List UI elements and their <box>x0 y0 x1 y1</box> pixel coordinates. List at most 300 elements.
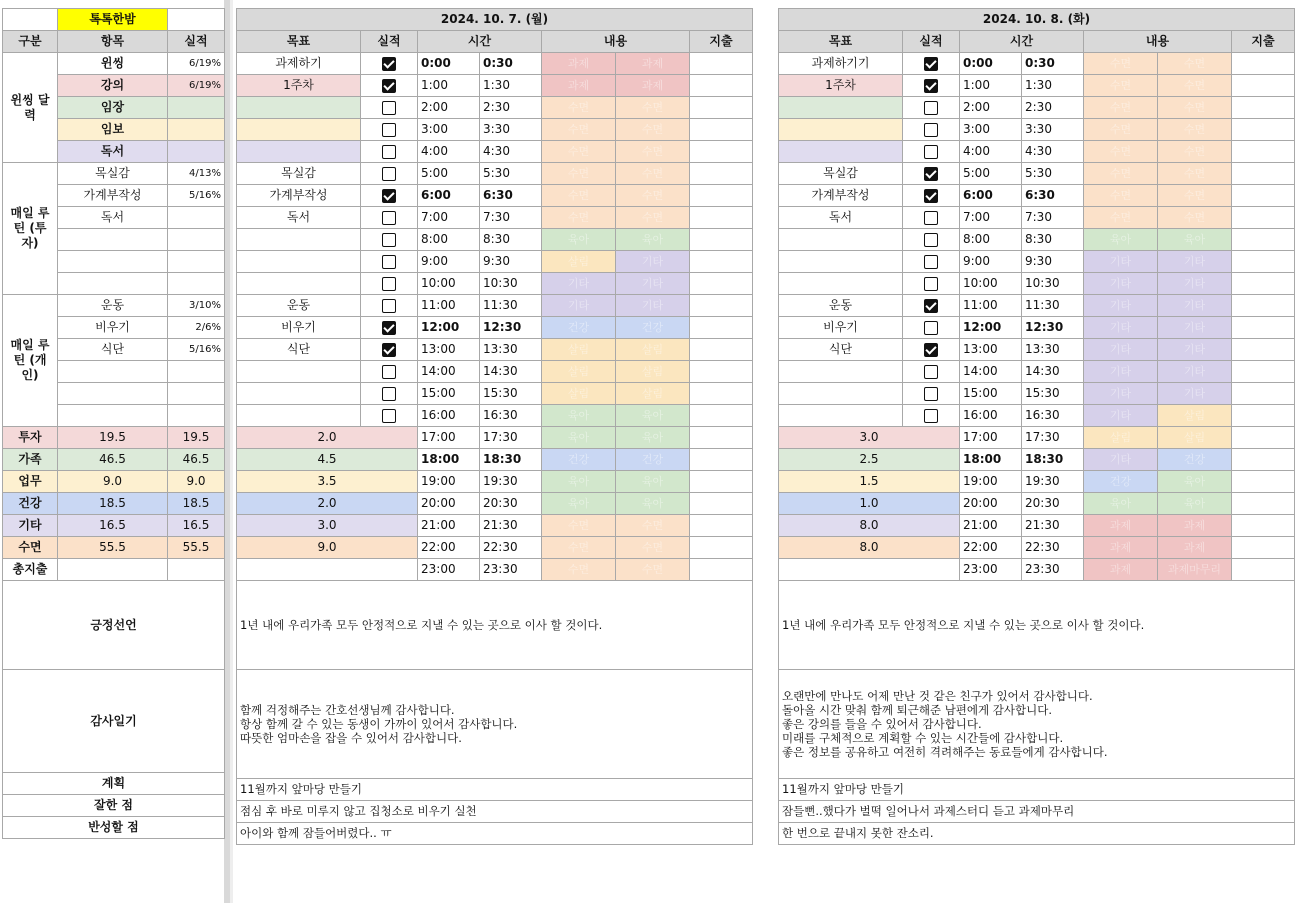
activity-cell[interactable]: 수면 <box>1084 163 1158 185</box>
activity-cell[interactable]: 수면 <box>616 141 690 163</box>
result-checkbox-cell[interactable] <box>361 185 418 207</box>
expense-cell[interactable] <box>1232 119 1295 141</box>
expense-cell[interactable] <box>690 251 753 273</box>
footer-row <box>3 817 225 839</box>
result-checkbox-cell[interactable] <box>903 405 960 427</box>
activity-cell[interactable]: 육아 <box>542 471 616 493</box>
activity-cell[interactable]: 수면 <box>1158 141 1232 163</box>
result-checkbox-cell[interactable] <box>361 163 418 185</box>
time-end: 21:30 <box>1022 515 1084 537</box>
result-checkbox-cell[interactable] <box>903 383 960 405</box>
unchecked-checkbox-icon[interactable] <box>382 101 396 115</box>
expense-cell[interactable] <box>690 339 753 361</box>
expense-cell[interactable] <box>1232 383 1295 405</box>
activity-cell[interactable]: 수면 <box>1158 97 1232 119</box>
time-end: 7:30 <box>1022 207 1084 229</box>
time-start: 19:00 <box>960 471 1022 493</box>
activity-cell[interactable]: 건강 <box>1084 471 1158 493</box>
checked-checkbox-icon[interactable] <box>382 321 396 335</box>
time-start: 13:00 <box>418 339 480 361</box>
expense-cell[interactable] <box>1232 537 1295 559</box>
activity-cell[interactable]: 기타 <box>1158 317 1232 339</box>
activity-cell[interactable]: 살림 <box>542 383 616 405</box>
expense-cell[interactable] <box>1232 405 1295 427</box>
result-checkbox-cell[interactable] <box>361 251 418 273</box>
date-row <box>779 9 1295 31</box>
activity-cell[interactable]: 기타 <box>616 295 690 317</box>
category-total: 2.0 <box>237 427 418 449</box>
activity-cell[interactable]: 건강 <box>1158 449 1232 471</box>
header-row <box>779 31 1295 53</box>
activity-cell[interactable]: 수면 <box>616 163 690 185</box>
activity-cell[interactable]: 육아 <box>542 427 616 449</box>
activity-cell[interactable]: 과제마무리 <box>1158 559 1232 581</box>
activity-cell[interactable]: 과제 <box>542 75 616 97</box>
expense-cell[interactable] <box>690 449 753 471</box>
activity-cell[interactable]: 과제 <box>616 75 690 97</box>
expense-cell[interactable] <box>1232 427 1295 449</box>
expense-cell[interactable] <box>690 383 753 405</box>
activity-cell[interactable]: 수면 <box>1084 207 1158 229</box>
time-row <box>237 251 753 273</box>
activity-cell[interactable]: 육아 <box>1084 493 1158 515</box>
gratitude-text[interactable]: 오랜만에 만나도 어제 만난 것 같은 친구가 있어서 감사합니다. 돌아올 시간 맞춰 함께 퇴근해준 남편에게 감사합니다. 좋은 강의를 들을 수 있어서 감사합니다. 미래를 구체적으로 계획할 수 있는 시간들에 감사합니다. 좋은 정보를 공유하고 여전히 격려해주는 동료들에게 감사합니다. <box>779 670 1295 779</box>
expense-cell[interactable] <box>1232 251 1295 273</box>
activity-cell[interactable]: 수면 <box>1084 53 1158 75</box>
activity-cell[interactable]: 수면 <box>616 97 690 119</box>
summary-value-b <box>168 559 225 581</box>
item-name <box>58 273 168 295</box>
time-start: 10:00 <box>960 273 1022 295</box>
expense-cell[interactable] <box>690 207 753 229</box>
unchecked-checkbox-icon[interactable] <box>382 255 396 269</box>
category-total: 1.0 <box>779 493 960 515</box>
title-row <box>3 9 225 31</box>
footer-row <box>779 581 1295 670</box>
expense-cell[interactable] <box>690 559 753 581</box>
activity-cell[interactable]: 수면 <box>616 207 690 229</box>
time-row <box>779 119 1295 141</box>
time-start: 13:00 <box>960 339 1022 361</box>
activity-cell[interactable]: 기타 <box>616 273 690 295</box>
activity-cell[interactable]: 살림 <box>542 361 616 383</box>
time-end: 11:30 <box>1022 295 1084 317</box>
activity-cell[interactable]: 육아 <box>616 493 690 515</box>
time-end: 10:30 <box>1022 273 1084 295</box>
result-checkbox-cell[interactable] <box>903 339 960 361</box>
result-checkbox-cell[interactable] <box>361 141 418 163</box>
result-checkbox-cell[interactable] <box>361 317 418 339</box>
footer-row <box>779 823 1295 845</box>
activity-cell[interactable]: 수면 <box>616 119 690 141</box>
activity-cell[interactable]: 살림 <box>616 339 690 361</box>
expense-cell[interactable] <box>1232 53 1295 75</box>
category-total: 3.0 <box>237 515 418 537</box>
activity-cell[interactable]: 기타 <box>1084 317 1158 339</box>
result-checkbox-cell[interactable] <box>903 97 960 119</box>
summary-value-b: 9.0 <box>168 471 225 493</box>
time-row <box>779 229 1295 251</box>
goal-cell: 1주차 <box>779 75 903 97</box>
activity-cell[interactable]: 수면 <box>542 97 616 119</box>
good-points-text[interactable]: 점심 후 바로 미루지 않고 집청소로 비우기 실천 <box>237 801 753 823</box>
activity-cell[interactable]: 육아 <box>542 493 616 515</box>
time-end: 6:30 <box>480 185 542 207</box>
activity-cell[interactable]: 수면 <box>1158 163 1232 185</box>
time-end: 16:30 <box>1022 405 1084 427</box>
result-checkbox-cell[interactable] <box>361 405 418 427</box>
result-checkbox-cell[interactable] <box>361 361 418 383</box>
activity-cell[interactable]: 과제 <box>1084 515 1158 537</box>
time-start: 11:00 <box>418 295 480 317</box>
result-checkbox-cell[interactable] <box>361 97 418 119</box>
result-checkbox-cell[interactable] <box>903 119 960 141</box>
expense-cell[interactable] <box>1232 207 1295 229</box>
expense-cell[interactable] <box>690 119 753 141</box>
time-end: 1:30 <box>480 75 542 97</box>
unchecked-checkbox-icon[interactable] <box>924 409 938 423</box>
unchecked-checkbox-icon[interactable] <box>382 387 396 401</box>
time-end: 22:30 <box>1022 537 1084 559</box>
time-start: 19:00 <box>418 471 480 493</box>
activity-cell[interactable]: 살림 <box>1158 405 1232 427</box>
activity-cell[interactable]: 수면 <box>1084 119 1158 141</box>
unchecked-checkbox-icon[interactable] <box>382 211 396 225</box>
expense-cell[interactable] <box>1232 317 1295 339</box>
unchecked-checkbox-icon[interactable] <box>924 101 938 115</box>
expense-cell[interactable] <box>1232 339 1295 361</box>
activity-cell[interactable]: 기타 <box>1084 383 1158 405</box>
activity-cell[interactable]: 수면 <box>616 559 690 581</box>
time-start: 2:00 <box>418 97 480 119</box>
expense-cell[interactable] <box>690 141 753 163</box>
activity-cell[interactable]: 살림 <box>616 361 690 383</box>
result-checkbox-cell[interactable] <box>903 251 960 273</box>
unchecked-checkbox-icon[interactable] <box>924 255 938 269</box>
activity-cell[interactable]: 육아 <box>1084 229 1158 251</box>
column-header: 구분 <box>3 31 58 53</box>
unchecked-checkbox-icon[interactable] <box>924 365 938 379</box>
result-checkbox-cell[interactable] <box>903 163 960 185</box>
result-checkbox-cell[interactable] <box>903 317 960 339</box>
result-checkbox-cell[interactable] <box>361 229 418 251</box>
unchecked-checkbox-icon[interactable] <box>924 277 938 291</box>
result-checkbox-cell[interactable] <box>903 207 960 229</box>
unchecked-checkbox-icon[interactable] <box>382 145 396 159</box>
time-start: 8:00 <box>418 229 480 251</box>
unchecked-checkbox-icon[interactable] <box>924 233 938 247</box>
item-value <box>168 119 225 141</box>
activity-cell[interactable]: 수면 <box>1084 75 1158 97</box>
expense-cell[interactable] <box>1232 229 1295 251</box>
activity-cell[interactable]: 수면 <box>616 537 690 559</box>
result-checkbox-cell[interactable] <box>903 185 960 207</box>
activity-cell[interactable]: 과제 <box>616 53 690 75</box>
checked-checkbox-icon[interactable] <box>924 167 938 181</box>
result-checkbox-cell[interactable] <box>361 207 418 229</box>
activity-cell[interactable]: 기타 <box>542 295 616 317</box>
item-value <box>168 141 225 163</box>
unchecked-checkbox-icon[interactable] <box>382 277 396 291</box>
plan-text[interactable]: 11월까지 앞마당 만들기 <box>237 779 753 801</box>
time-row <box>237 53 753 75</box>
expense-cell[interactable] <box>690 295 753 317</box>
activity-cell[interactable]: 기타 <box>1084 339 1158 361</box>
expense-cell[interactable] <box>1232 515 1295 537</box>
expense-cell[interactable] <box>690 53 753 75</box>
activity-cell[interactable]: 건강 <box>542 317 616 339</box>
activity-cell[interactable]: 육아 <box>1158 229 1232 251</box>
expense-cell[interactable] <box>1232 471 1295 493</box>
expense-cell[interactable] <box>690 75 753 97</box>
time-end: 18:30 <box>1022 449 1084 471</box>
item-row <box>3 163 225 185</box>
expense-cell[interactable] <box>690 405 753 427</box>
activity-cell[interactable]: 수면 <box>1158 75 1232 97</box>
time-end: 4:30 <box>480 141 542 163</box>
activity-cell[interactable]: 건강 <box>542 449 616 471</box>
result-checkbox-cell[interactable] <box>903 361 960 383</box>
activity-cell[interactable]: 기타 <box>616 251 690 273</box>
activity-cell[interactable]: 기타 <box>1158 273 1232 295</box>
activity-cell[interactable]: 과제 <box>1084 537 1158 559</box>
activity-cell[interactable]: 기타 <box>1084 449 1158 471</box>
time-start: 22:00 <box>418 537 480 559</box>
expense-cell[interactable] <box>690 427 753 449</box>
activity-cell[interactable]: 수면 <box>1158 53 1232 75</box>
unchecked-checkbox-icon[interactable] <box>382 123 396 137</box>
expense-cell[interactable] <box>1232 185 1295 207</box>
checked-checkbox-icon[interactable] <box>382 343 396 357</box>
activity-cell[interactable]: 기타 <box>542 273 616 295</box>
activity-cell[interactable]: 과제 <box>1158 515 1232 537</box>
affirmation-text[interactable]: 1년 내에 우리가족 모두 안정적으로 지낼 수 있는 곳으로 이사 할 것이다. <box>779 581 1295 670</box>
day-table-mon <box>236 8 753 845</box>
item-name <box>58 405 168 427</box>
activity-cell[interactable]: 수면 <box>542 185 616 207</box>
category-total: 1.5 <box>779 471 960 493</box>
activity-cell[interactable]: 수면 <box>1158 185 1232 207</box>
activity-cell[interactable]: 기타 <box>1158 339 1232 361</box>
result-checkbox-cell[interactable] <box>903 53 960 75</box>
activity-cell[interactable]: 기타 <box>1158 251 1232 273</box>
activity-cell[interactable]: 육아 <box>616 471 690 493</box>
expense-cell[interactable] <box>1232 559 1295 581</box>
checked-checkbox-icon[interactable] <box>382 57 396 71</box>
result-checkbox-cell[interactable] <box>361 339 418 361</box>
expense-cell[interactable] <box>690 471 753 493</box>
expense-cell[interactable] <box>690 185 753 207</box>
goal-cell <box>779 229 903 251</box>
activity-cell[interactable]: 과제 <box>542 53 616 75</box>
activity-cell[interactable]: 수면 <box>542 515 616 537</box>
activity-cell[interactable]: 수면 <box>542 537 616 559</box>
activity-cell[interactable]: 살림 <box>1084 427 1158 449</box>
expense-cell[interactable] <box>1232 493 1295 515</box>
checked-checkbox-icon[interactable] <box>924 57 938 71</box>
activity-cell[interactable]: 기타 <box>1158 361 1232 383</box>
time-header: 시간 <box>960 31 1084 53</box>
time-start: 21:00 <box>418 515 480 537</box>
time-start: 15:00 <box>960 383 1022 405</box>
time-start: 2:00 <box>960 97 1022 119</box>
item-value <box>168 383 225 405</box>
activity-cell[interactable]: 수면 <box>542 559 616 581</box>
expense-cell[interactable] <box>1232 97 1295 119</box>
sheet-title: 톡톡한밤 <box>58 9 168 31</box>
unchecked-checkbox-icon[interactable] <box>924 321 938 335</box>
expense-cell[interactable] <box>690 229 753 251</box>
activity-cell[interactable]: 살림 <box>1158 427 1232 449</box>
activity-cell[interactable]: 기타 <box>1158 295 1232 317</box>
expense-cell[interactable] <box>690 361 753 383</box>
activity-cell[interactable]: 기타 <box>1158 383 1232 405</box>
unchecked-checkbox-icon[interactable] <box>924 145 938 159</box>
activity-cell[interactable]: 살림 <box>542 339 616 361</box>
activity-cell[interactable]: 수면 <box>1158 207 1232 229</box>
expense-cell[interactable] <box>690 273 753 295</box>
activity-cell[interactable]: 수면 <box>542 163 616 185</box>
item-value: 4/13% <box>168 163 225 185</box>
activity-cell[interactable]: 기타 <box>1084 361 1158 383</box>
activity-cell[interactable]: 수면 <box>542 119 616 141</box>
goal-cell: 운동 <box>779 295 903 317</box>
unchecked-checkbox-icon[interactable] <box>382 365 396 379</box>
activity-cell[interactable]: 육아 <box>616 229 690 251</box>
item-value <box>168 207 225 229</box>
expense-cell[interactable] <box>1232 273 1295 295</box>
time-start: 20:00 <box>960 493 1022 515</box>
expense-cell[interactable] <box>690 163 753 185</box>
result-checkbox-cell[interactable] <box>903 75 960 97</box>
summary-label: 기타 <box>3 515 58 537</box>
activity-cell[interactable]: 수면 <box>616 185 690 207</box>
good-points-text[interactable]: 잠들뻔..했다가 벌떡 일어나서 과제스터디 듣고 과제마무리 <box>779 801 1295 823</box>
activity-cell[interactable]: 기타 <box>1084 251 1158 273</box>
time-sum-row <box>237 493 753 515</box>
activity-cell[interactable]: 육아 <box>616 405 690 427</box>
activity-cell[interactable]: 수면 <box>1158 119 1232 141</box>
activity-cell[interactable]: 육아 <box>542 405 616 427</box>
unchecked-checkbox-icon[interactable] <box>382 167 396 181</box>
checked-checkbox-icon[interactable] <box>924 79 938 93</box>
summary-value-a: 16.5 <box>58 515 168 537</box>
activity-cell[interactable]: 수면 <box>542 141 616 163</box>
unchecked-checkbox-icon[interactable] <box>924 387 938 401</box>
result-checkbox-cell[interactable] <box>903 229 960 251</box>
result-checkbox-cell[interactable] <box>903 141 960 163</box>
activity-cell[interactable]: 과제 <box>1084 559 1158 581</box>
goal-cell <box>779 119 903 141</box>
activity-cell[interactable]: 육아 <box>616 427 690 449</box>
expense-cell[interactable] <box>690 493 753 515</box>
result-checkbox-cell[interactable] <box>361 75 418 97</box>
goal-cell: 과제하기기 <box>779 53 903 75</box>
expense-cell[interactable] <box>690 515 753 537</box>
result-checkbox-cell[interactable] <box>361 383 418 405</box>
activity-cell[interactable]: 수면 <box>542 207 616 229</box>
activity-cell[interactable]: 기타 <box>1084 405 1158 427</box>
activity-cell[interactable]: 수면 <box>1084 185 1158 207</box>
result-checkbox-cell[interactable] <box>361 119 418 141</box>
plan-text[interactable]: 11월까지 앞마당 만들기 <box>779 779 1295 801</box>
time-end: 22:30 <box>480 537 542 559</box>
activity-cell[interactable]: 육아 <box>1158 471 1232 493</box>
reflection-text[interactable]: 아이와 함께 잠들어버렸다.. ㅠ <box>237 823 753 845</box>
time-start: 9:00 <box>418 251 480 273</box>
activity-cell[interactable]: 기타 <box>1084 295 1158 317</box>
time-start: 15:00 <box>418 383 480 405</box>
category-total: 8.0 <box>779 515 960 537</box>
expense-cell[interactable] <box>690 97 753 119</box>
summary-row <box>3 427 225 449</box>
expense-cell[interactable] <box>1232 75 1295 97</box>
time-end: 23:30 <box>480 559 542 581</box>
goal-cell <box>237 97 361 119</box>
time-end: 9:30 <box>1022 251 1084 273</box>
result-checkbox-cell[interactable] <box>361 53 418 75</box>
expense-cell[interactable] <box>1232 141 1295 163</box>
activity-cell[interactable]: 건강 <box>616 449 690 471</box>
result-checkbox-cell[interactable] <box>361 273 418 295</box>
activity-cell[interactable]: 살림 <box>616 383 690 405</box>
item-value <box>168 405 225 427</box>
expense-cell[interactable] <box>1232 163 1295 185</box>
gratitude-text[interactable]: 함께 걱정해주는 간호선생님께 감사합니다. 항상 함께 갈 수 있는 동생이 가까이 있어서 감사합니다. 따뜻한 엄마손을 잡을 수 있어서 감사합니다. <box>237 670 753 779</box>
reflection-text[interactable]: 한 번으로 끝내지 못한 잔소리. <box>779 823 1295 845</box>
activity-cell[interactable]: 수면 <box>616 515 690 537</box>
activity-cell[interactable]: 육아 <box>542 229 616 251</box>
activity-cell[interactable]: 기타 <box>1084 273 1158 295</box>
time-row <box>779 405 1295 427</box>
checked-checkbox-icon[interactable] <box>382 189 396 203</box>
goal-cell: 비우기 <box>237 317 361 339</box>
unchecked-checkbox-icon[interactable] <box>382 409 396 423</box>
activity-cell[interactable]: 육아 <box>1158 493 1232 515</box>
expense-cell[interactable] <box>1232 295 1295 317</box>
time-start: 9:00 <box>960 251 1022 273</box>
footer-row <box>779 670 1295 779</box>
activity-cell[interactable]: 과제 <box>1158 537 1232 559</box>
content-header: 내용 <box>542 31 690 53</box>
unchecked-checkbox-icon[interactable] <box>382 233 396 247</box>
activity-cell[interactable]: 건강 <box>616 317 690 339</box>
unchecked-checkbox-icon[interactable] <box>382 299 396 313</box>
time-row <box>779 339 1295 361</box>
checked-checkbox-icon[interactable] <box>924 189 938 203</box>
expense-cell[interactable] <box>690 537 753 559</box>
item-name: 비우기 <box>58 317 168 339</box>
activity-cell[interactable]: 살림 <box>542 251 616 273</box>
checked-checkbox-icon[interactable] <box>382 79 396 93</box>
checked-checkbox-icon[interactable] <box>924 299 938 313</box>
unchecked-checkbox-icon[interactable] <box>924 123 938 137</box>
expense-cell[interactable] <box>1232 361 1295 383</box>
expense-cell[interactable] <box>1232 449 1295 471</box>
result-checkbox-cell[interactable] <box>903 295 960 317</box>
summary-row <box>3 515 225 537</box>
expense-cell[interactable] <box>690 317 753 339</box>
activity-cell[interactable]: 수면 <box>1084 141 1158 163</box>
checked-checkbox-icon[interactable] <box>924 343 938 357</box>
result-checkbox-cell[interactable] <box>903 273 960 295</box>
activity-cell[interactable]: 수면 <box>1084 97 1158 119</box>
result-header: 실적 <box>903 31 960 53</box>
time-row <box>779 207 1295 229</box>
unchecked-checkbox-icon[interactable] <box>924 211 938 225</box>
result-checkbox-cell[interactable] <box>361 295 418 317</box>
affirmation-text[interactable]: 1년 내에 우리가족 모두 안정적으로 지낼 수 있는 곳으로 이사 할 것이다. <box>237 581 753 670</box>
